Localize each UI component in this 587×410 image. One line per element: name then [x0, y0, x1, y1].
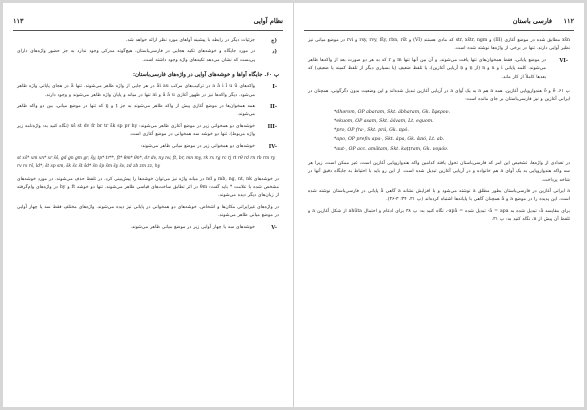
page-number: ۱۱۲: [563, 17, 574, 25]
item-number: II-: [269, 104, 277, 111]
example-list: [308, 108, 570, 154]
example-line: *apo, OP prefix apa-, Skt. ápa, Gk. ἀπό, Lt. ab.: [334, 137, 445, 143]
section-heading: پ ۶۰. جایگاه آواها و خوشه‌های آوایی در واژه‌های فارسی‌باستان:: [132, 72, 279, 79]
example-line: *pro, OP fra-, Skt. prá, Gk. πρό.: [334, 128, 409, 134]
item-number: IV-: [268, 143, 277, 150]
list-item: [17, 83, 279, 100]
list-item: [17, 103, 279, 120]
paragraph-text: در واژه‌های غیرایرانی مکان‌ها و اشخاص. خوشه‌های دو همخوانی در پایانی نیز دیده می‌شوند. واژه‌های مختلف فقط سه یا چهار آوایی در موضع میانی ظاهر می‌شوند.: [17, 204, 279, 219]
paragraph-text: در مورد جایگاه و خوشه‌های تکیه هجایی در فارسی‌باستان، هیچ‌گونه مدرکی وجود ندارد به جز حضور واژه‌های دارای پی‌بست که نشان می‌دهد تکیه‌های واژه وجود داشته است.: [17, 49, 255, 63]
book-spread: [3, 3, 584, 407]
page-number: ۱۱۳: [13, 17, 24, 25]
item-number: VI-: [559, 57, 568, 64]
left-page: [3, 3, 293, 407]
list-item: [17, 143, 279, 151]
example-line: *aut-, OP acc. amātam, Skt. kaṭṭram, Gk. νομόν.: [334, 146, 449, 152]
paragraph-text: در خوشه‌های mb, ng, nt, nk و nd در میانه واژه نیز می‌توان خوشه‌ها را پیش‌بینی کرد. در تلفظ حذف می‌شوند. در مورد خوشه‌های مشخص شده با علامت * باید گفت: θm در اثر تطابق ساخت‌های قیاسی ظاهر می‌شوند. تنها دو خوشه ft و hy در واژه‌های وام‌گرفته از زبان‌های دیگر دیده می‌شوند.: [17, 176, 279, 199]
list-item: [17, 123, 279, 140]
item-number: III-: [267, 123, 277, 130]
right-page: [294, 3, 584, 407]
page-body: [308, 37, 570, 399]
running-title: فارسی باستان: [512, 17, 552, 25]
item-marker: ج): [271, 38, 277, 44]
paragraph-text: در موضع پایانی، فقط همخوان‌های تنها یافت می‌شوند، و آن بین آنها تنها m و r که به هر دو صورت بعد از واکه‌ها ظاهر می‌شوند. کلمه پایانی i و u و n (از ṉ و ṇ آریایی آغازین)، یا تلفظ ضعیف (یا بسیاری دیگر از تلفظ کمینه یا ضعیف) که بعدها کاملاً از کار ماند.: [308, 57, 546, 80]
paragraph-text: a ایرانی آغازین در فارسی‌باستان بطور مطلق a نوشته می‌شود و با افزایش نشانه a گاهی ā پایانی در فارسی‌باستان نوشته شده است. این پدیده را در موضع a و ā همچنان گاهی با پایانه‌ها اشتباه کرده‌اند (پ ۳۱، ۳۴؛ ۳-۳۶).: [308, 189, 570, 203]
item-number: I-: [272, 84, 277, 91]
paragraph-text: خوشه‌های سه یا چهار آوایی زیر در موضع میانی ظاهر می‌شوند.: [130, 224, 255, 230]
page-header: [13, 17, 283, 29]
item-marker: د): [272, 49, 277, 56]
paragraph-text: xšn مطابق شده در موضع آغازی (III) و str, xštr, ngm که مادی هستند (VI) و rsy, rvy, fšy, rbn, ršt و rvi در موضع میانی نیز نظیر آوایی دارند. تنها در برخی از واژه‌ها نوشته شده است.: [308, 38, 571, 52]
page-body: [17, 37, 279, 399]
section-heading: پ ۶۱. ē و ō هندواروپایی آغازین. همه a هم a به یک آوای a در آریایی آغازین تبدیل شده‌اند و این وضعیت بدون دگرگونی، همچنان در ایرانی آغازین و نیز فارسی‌باستان بر جای مانده است:: [308, 89, 570, 103]
paragraph-text: خوشه‌های دو همخوانی زیر در موضع میانی ظاهر می‌شوند:: [140, 143, 255, 149]
list-item: [17, 48, 279, 65]
example-line: *ekuom, OP asam, Skt. áśvam, Lt. equom.: [334, 119, 434, 125]
list-item: [17, 37, 279, 45]
item-number: V-: [271, 224, 277, 231]
page-header: [304, 17, 574, 29]
paragraph-text: همه همخوان‌ها در موضع آغازی پیش از واکه ظاهر می‌شوند به جز ṭ و ŋ که تنها در موضع میانی، بین دو واکه ظاهر می‌شوند.: [17, 104, 255, 118]
paragraph-text: واکه‌های a ā i ī u ū در ترکیب‌های مرکب āi au در هر جایی از واژه ظاهر می‌شوند. تنها ā در هجای پایانی واژه ظاهر می‌شود. دیگر واکه‌ها نیز در ظهور آغازی â ā u و ai تنها در میانه و پایان واژه ظاهر می‌شوند و وجود دارند.: [17, 84, 256, 98]
list-item: [17, 224, 279, 232]
example-line: *dhǝrom, OP abaram, Skt. ábharam, Gk. ἔφερον.: [334, 109, 450, 115]
paragraph-text: خوشه‌های دو همخوانی زیر در موضع آغازی ظاهر می‌شوند: xš st dv fr br tr šk sp pr hy (نگاه کنید به: واژه‌نامه زیر واژه مربوط). تنها دو خوشه سه همخوانی در موضع آغازی است.: [17, 123, 255, 138]
paragraph-text: در تعدادی از واژه‌ها، تشخیص این امر که فارسی‌باستان تحول یافته کدامین واکه هندواروپایی آغازین است، غیر ممکن است، زیرا هر سه واکه هندواروپایی به یک آوای a هم خانواده و در آریایی آغازین تبدیل شده است. از این رو باید با احتیاط به جایگاه دقیق آنها در شاخه پرداخت.: [308, 160, 570, 183]
paragraph-text: جزئیات دیگر در رابطه با پیشینه آواهای مورد نظر ارائه خواهد شد.: [126, 38, 255, 43]
paragraph-text: برای مقایسه ā: تبدیل شده به ā = apa- تبدیل شده = apā-، نگاه کنید به: پ ۳۸ برای ادغام و احتمال ahūta از شکل آغازین a و تلفظ آن پیش از n، نگاه کنید به: پ ۳۱.: [308, 208, 570, 223]
cluster-list: st xš* xm xn* xr šš, gd gn gm gr, šy, tp* tr**, ft* θm* θn*, dr dv, ny nv, ft, br, mn my, rk rx rg rc rj rt rθ rd rn rb rm ry rv rs rš, ld*, št sp sm, šk šc št šd* šn šp šm šy šv, zd zb zm zz, hy: [17, 156, 276, 170]
running-title: نظام آوایی: [253, 17, 283, 25]
header-rule: [13, 30, 283, 31]
header-rule: [304, 30, 574, 31]
list-item: [308, 57, 570, 82]
